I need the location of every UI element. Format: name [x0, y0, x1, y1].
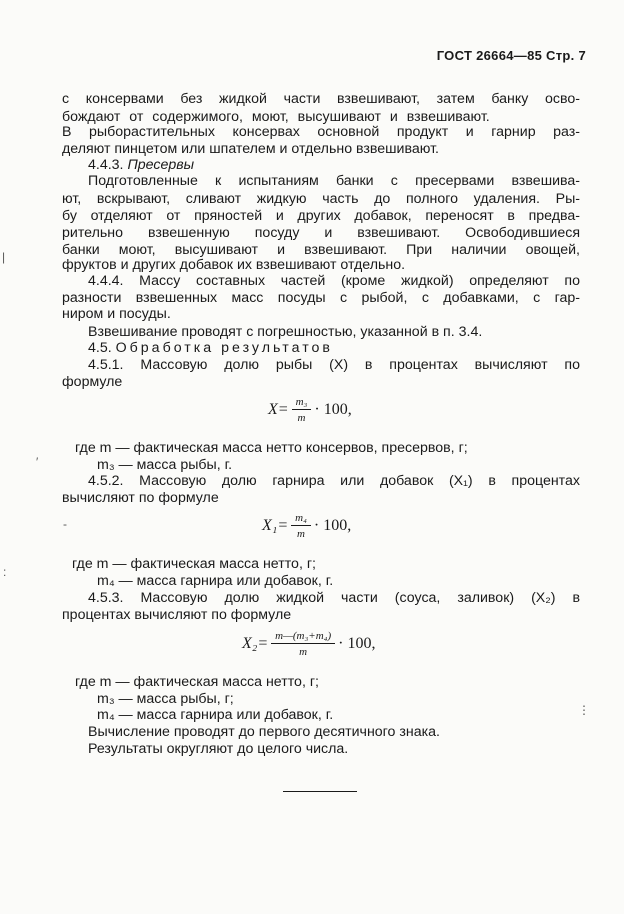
formula-lhs: X=: [268, 401, 289, 418]
text-line: Вычисление проводят до первого десятичного знака.: [88, 724, 440, 740]
text-line: деляют пинцетом или шпателем и отдельно взвешивают.: [62, 141, 439, 157]
section-number: 4.5.: [88, 340, 112, 356]
text-line: 4.5.2. Массовую долю гарнира или добавок (X₁) в процентах: [88, 473, 580, 489]
text-line: 4.4.4. Массу составных частей (кроме жидкой) определяют по: [88, 273, 580, 289]
text-line: где m — фактическая масса нетто, г;: [72, 556, 316, 572]
formula-rhs: · 100,: [314, 401, 352, 418]
formula-3: [242, 630, 375, 658]
text-line: с консервами без жидкой части взвешивают, затем банку осво-: [62, 91, 580, 107]
text-line: процентах вычисляют по формуле: [62, 607, 292, 623]
text-line: Взвешивание проводят с погрешностью, указанной в п. 3.4.: [88, 324, 483, 340]
text-line: разности взвешенных масс посуды с рыбой, с добавками, с гар-: [62, 290, 580, 306]
text-line: m₄ — масса гарнира или добавок, г.: [97, 573, 334, 589]
text-line: 4.5.3. Массовую долю жидкой части (соуса, заливок) (X₂) в: [88, 590, 580, 606]
margin-mark: -: [63, 517, 67, 531]
margin-mark: :: [3, 565, 7, 579]
text-line: 4.5.1. Массовую долю рыбы (X) в процентах вычисляют по: [88, 357, 580, 373]
section-heading: [88, 339, 580, 357]
margin-mark: ⋮: [578, 703, 590, 717]
text-line: где m — фактическая масса нетто, г;: [75, 674, 319, 690]
text-line: бу отделяют от пряностей и других добавок, переносят в предва-: [62, 208, 580, 224]
text-line: m₄ — масса гарнира или добавок, г.: [97, 707, 334, 723]
end-rule: [283, 791, 357, 792]
text-line: где m — фактическая масса нетто консервов, пресервов, г;: [75, 440, 468, 456]
section-number: 4.4.3.: [88, 157, 124, 173]
text-line: В рыборастительных консервах основной продукт и гарнир раз-: [62, 124, 580, 140]
section-title: Пресервы: [127, 157, 195, 173]
formula-lhs: X₂=: [242, 635, 269, 652]
formula-rhs: · 100,: [338, 635, 376, 652]
page-header: ГОСТ 26664—85 Стр. 7: [436, 48, 586, 63]
text-line: рительно взвешенную посуду и взвешивают. Освободившиеся: [62, 225, 580, 241]
margin-mark: |: [2, 250, 6, 264]
text-line: m₃ — масса рыбы, г;: [97, 691, 234, 707]
text-line: формуле: [62, 374, 123, 390]
fraction-numerator: m₄: [291, 512, 311, 526]
formula-1: [268, 396, 352, 424]
formula-2: [262, 512, 351, 540]
section-title: Обработка результатов: [115, 340, 333, 356]
text-line: ют, вскрывают, сливают жидкую часть до полного удаления. Ры-: [62, 191, 580, 207]
fraction-numerator: m—(m₃+m₄): [271, 630, 335, 644]
formula-lhs: X₁=: [262, 517, 289, 534]
formula-rhs: · 100,: [313, 517, 352, 534]
formula-fraction: [292, 396, 312, 424]
text-line: Результаты округляют до целого числа.: [88, 741, 349, 757]
fraction-numerator: m₃: [292, 396, 312, 410]
formula-fraction: [291, 512, 311, 540]
fraction-denominator: m: [297, 412, 306, 424]
text-line: фруктов и других добавок их взвешивают отдельно.: [62, 257, 406, 273]
text-line: бождают от содержимого, моют, высушивают и взвешивают.: [62, 109, 490, 125]
fraction-denominator: m: [299, 646, 308, 658]
text-line: банки моют, высушивают и взвешивают. При наличии овощей,: [62, 242, 580, 258]
margin-mark: ′: [36, 455, 39, 469]
text-line: ниром и посуды.: [62, 306, 171, 322]
text-line: вычисляют по формуле: [62, 490, 219, 506]
fraction-denominator: m: [297, 528, 305, 540]
formula-fraction: [271, 630, 335, 658]
text-line: Подготовленные к испытаниям банки с пресервами взвешива-: [88, 173, 580, 189]
text-line: m₃ — масса рыбы, г.: [97, 457, 233, 473]
